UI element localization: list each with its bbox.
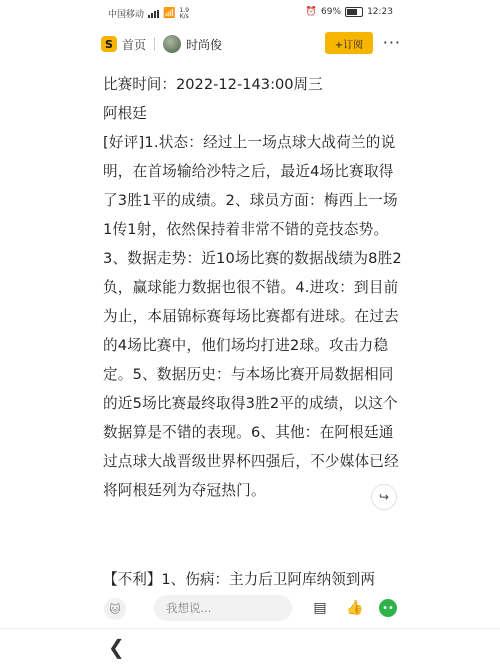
comment-input[interactable]: 我想说... xyxy=(154,595,292,621)
author-name[interactable]: 时尚俊 xyxy=(186,37,223,52)
article-body xyxy=(103,70,403,505)
team-name: 阿根廷 xyxy=(103,105,147,122)
home-link[interactable]: 首页 xyxy=(122,37,147,52)
system-navbar xyxy=(0,628,500,667)
subscribe-button[interactable]: +订阅 xyxy=(325,32,373,54)
author-avatar[interactable] xyxy=(163,35,181,53)
alarm-icon: ⏰ xyxy=(305,7,318,17)
like-icon[interactable]: 👍 xyxy=(346,600,364,616)
status-bar xyxy=(0,0,500,24)
comment-icon[interactable]: ▤ xyxy=(313,600,327,616)
match-time: 比赛时间：2022-12-143:00周三 xyxy=(103,76,323,93)
status-right xyxy=(306,7,393,17)
nav-divider xyxy=(154,37,155,51)
next-section-heading: 【不利】1、伤病：主力后卫阿库纳领到两 xyxy=(103,571,375,588)
app-logo-icon[interactable]: S xyxy=(101,36,117,52)
wifi-icon: 📶 xyxy=(163,8,176,19)
battery-percent: 69% xyxy=(321,7,342,17)
top-navbar xyxy=(97,28,403,60)
share-icon[interactable]: ↪ xyxy=(371,484,397,510)
clock-time: 12:23 xyxy=(367,7,393,17)
more-options-icon[interactable]: ··· xyxy=(382,33,401,52)
status-left xyxy=(108,7,189,20)
signal-icon xyxy=(148,10,159,18)
back-icon[interactable]: ❮ xyxy=(108,635,125,659)
wechat-share-icon[interactable]: •• xyxy=(378,598,398,618)
analysis-paragraph: [好评]1.状态：经过上一场点球大战荷兰的说明，在首场输给沙特之后，最近4场比赛取得了3胜1平的成绩。2、球员方面：梅西上一场1传1射，依然保持着非常不错的竞技态势。3、数据走势：近10场比赛的数据战绩为8胜2负，赢球能力数据也很不错。4.进攻：到目前为止，本届锦标赛每场比赛都有进球。在过去的4场比赛中，他们场均打进2球。攻击力稳定。5、数据历史：与本场比赛开局数据相同的近5场比赛最终取得3胜2平的成绩，以这个数据算是不错的表现。6、其他：在阿根廷通过点球大战晋级世界杯四强后，不少媒体已经将阿根廷列为夺冠热门。 xyxy=(103,134,402,499)
comment-bar xyxy=(0,590,500,628)
carrier-label: 中国移动 xyxy=(108,10,145,20)
network-speed: 1.9 K/s xyxy=(179,6,190,20)
battery-icon xyxy=(345,7,363,17)
user-avatar-icon[interactable]: 🐱 xyxy=(104,598,126,620)
